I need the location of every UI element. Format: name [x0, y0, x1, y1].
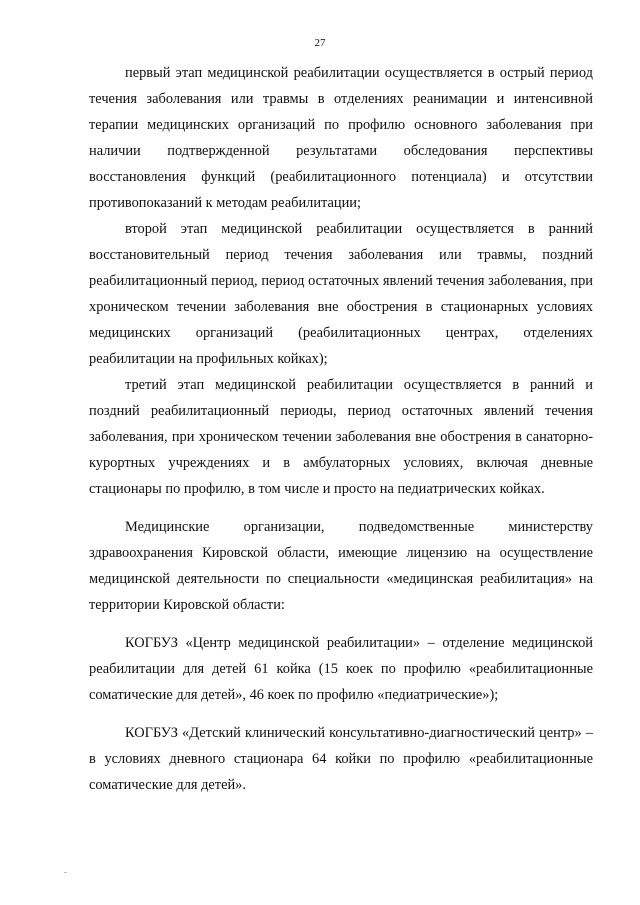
page-number: 27 — [314, 37, 326, 49]
document-body — [89, 60, 593, 798]
scan-mark — [64, 872, 67, 873]
paragraph-stage-three: третий этап медицинской реабилитации осуществляется в ранний и поздний реабилитационный периоды, период остаточных явлений течения заболевания, при хроническом течении заболевания вне обострения в санаторно-курортных учреждениях и в амбулаторных условиях, включая дневные стационары по профилю, в том числе и просто на педиатрических койках. — [89, 377, 593, 497]
paragraph-stage-one: первый этап медицинской реабилитации осуществляется в острый период течения заболевания или травмы в отделениях реанимации и интенсивной терапии медицинских организаций по профилю основного заболевания при наличии подтвержденной результатами обследования перспективы восстановления функций (реабилитационного потенциала) и отсутствии противопоказаний к методам реабилитации; — [89, 65, 593, 211]
paragraph-stage-two: второй этап медицинской реабилитации осуществляется в ранний восстановительный период течения заболевания или травмы, поздний реабилитационный период, период остаточных явлений течения заболевания, при хроническом течении заболевания вне обострения в стационарных условиях медицинских организаций (реабилитационных центрах, отделениях реабилитации на профильных койках); — [89, 221, 593, 367]
paragraph-organizations-intro: Медицинские организации, подведомственные министерству здравоохранения Кировской области, имеющие лицензию на осуществление медицинской деятельности по специальности «медицинская реабилитация» на территории Кировской области: — [89, 519, 593, 613]
paragraph-rehab-center: КОГБУЗ «Центр медицинской реабилитации» – отделение медицинской реабилитации для детей 61 койка (15 коек по профилю «реабилитационные соматические для детей», 46 коек по профилю «педиатрические»); — [89, 635, 593, 703]
paragraph-diagnostic-center: КОГБУЗ «Детский клинический консультативно-диагностический центр» – в условиях дневного стационара 64 койки по профилю «реабилитационные соматические для детей». — [89, 725, 593, 793]
